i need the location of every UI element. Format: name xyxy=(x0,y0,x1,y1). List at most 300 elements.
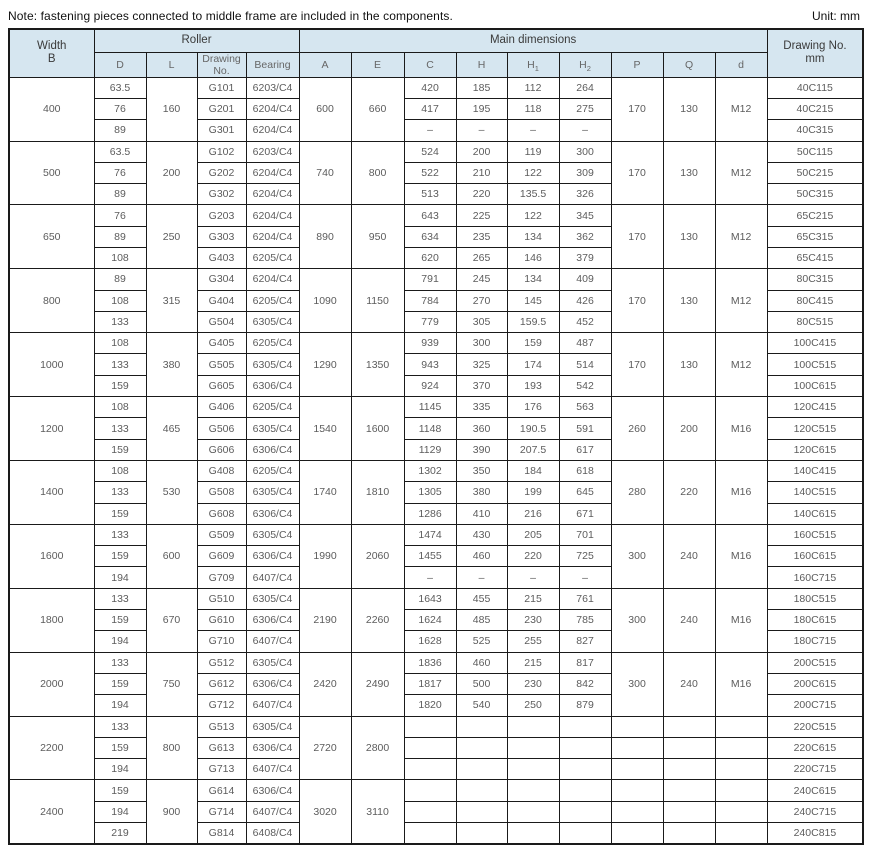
cell-roller-drawing-no: G508 xyxy=(197,482,246,503)
col-header-c: C xyxy=(404,52,456,77)
table-row xyxy=(9,801,863,822)
cell-h1: 112 xyxy=(507,77,559,98)
cell-h: 245 xyxy=(456,269,507,290)
cell-h: 220 xyxy=(456,184,507,205)
cell-h2 xyxy=(559,759,611,780)
top-bar xyxy=(0,0,870,28)
cell-roller-drawing-no: G301 xyxy=(197,120,246,141)
cell-bearing: 6204/C4 xyxy=(246,120,299,141)
cell-h: 360 xyxy=(456,418,507,439)
cell-h1: 122 xyxy=(507,162,559,183)
cell-e: 3110 xyxy=(351,780,404,844)
cell-drawing-no-mm: 220C515 xyxy=(767,716,863,737)
cell-h: 540 xyxy=(456,695,507,716)
cell-d-thread: M16 xyxy=(715,588,767,652)
cell-h: 185 xyxy=(456,77,507,98)
cell-h2: 817 xyxy=(559,652,611,673)
cell-bearing: 6205/C4 xyxy=(246,460,299,481)
cell-c: 1148 xyxy=(404,418,456,439)
cell-e: 800 xyxy=(351,141,404,205)
cell-roller-drawing-no: G613 xyxy=(197,737,246,758)
cell-h2 xyxy=(559,737,611,758)
cell-drawing-no-mm: 160C615 xyxy=(767,546,863,567)
cell-d-thread xyxy=(715,780,767,801)
cell-drawing-no-mm: 50C315 xyxy=(767,184,863,205)
cell-e: 660 xyxy=(351,77,404,141)
cell-d-thread: M12 xyxy=(715,205,767,269)
cell-roller-d: 194 xyxy=(94,567,146,588)
cell-c: 1302 xyxy=(404,460,456,481)
cell-a: 2420 xyxy=(299,652,351,716)
cell-d-thread xyxy=(715,716,767,737)
cell-h1: 146 xyxy=(507,248,559,269)
cell-width-b: 1800 xyxy=(9,588,94,652)
cell-d-thread xyxy=(715,737,767,758)
cell-drawing-no-mm: 200C715 xyxy=(767,695,863,716)
cell-roller-drawing-no: G510 xyxy=(197,588,246,609)
cell-drawing-no-mm: 160C715 xyxy=(767,567,863,588)
cell-h2: 879 xyxy=(559,695,611,716)
cell-c: 1286 xyxy=(404,503,456,524)
cell-drawing-no-mm: 200C515 xyxy=(767,652,863,673)
cell-p: 300 xyxy=(611,588,663,652)
cell-h2: 514 xyxy=(559,354,611,375)
cell-roller-drawing-no: G202 xyxy=(197,162,246,183)
cell-h1: 176 xyxy=(507,397,559,418)
spec-table-body xyxy=(9,77,863,844)
cell-h2: 452 xyxy=(559,311,611,332)
cell-h xyxy=(456,737,507,758)
cell-bearing: 6203/C4 xyxy=(246,141,299,162)
cell-c: 1474 xyxy=(404,524,456,545)
cell-bearing: 6205/C4 xyxy=(246,290,299,311)
cell-h xyxy=(456,759,507,780)
cell-h1: 134 xyxy=(507,226,559,247)
cell-h: 335 xyxy=(456,397,507,418)
cell-width-b: 1400 xyxy=(9,460,94,524)
cell-d-thread: M16 xyxy=(715,652,767,716)
cell-roller-d: 133 xyxy=(94,482,146,503)
cell-roller-d: 133 xyxy=(94,652,146,673)
cell-roller-drawing-no: G605 xyxy=(197,375,246,396)
cell-p: 260 xyxy=(611,397,663,461)
cell-bearing: 6408/C4 xyxy=(246,823,299,844)
cell-c: 417 xyxy=(404,98,456,119)
cell-h2: 264 xyxy=(559,77,611,98)
cell-p: 170 xyxy=(611,205,663,269)
cell-h2 xyxy=(559,823,611,844)
cell-h1: 134 xyxy=(507,269,559,290)
cell-roller-drawing-no: G610 xyxy=(197,610,246,631)
cell-d-thread: M16 xyxy=(715,460,767,524)
cell-drawing-no-mm: 50C115 xyxy=(767,141,863,162)
cell-h1: 207.5 xyxy=(507,439,559,460)
cell-roller-l: 750 xyxy=(146,652,197,716)
cell-c: 779 xyxy=(404,311,456,332)
cell-q xyxy=(663,823,715,844)
cell-drawing-no-mm: 140C515 xyxy=(767,482,863,503)
cell-roller-d: 89 xyxy=(94,120,146,141)
cell-e: 1810 xyxy=(351,460,404,524)
cell-roller-l: 315 xyxy=(146,269,197,333)
cell-c: 1624 xyxy=(404,610,456,631)
cell-drawing-no-mm: 220C715 xyxy=(767,759,863,780)
table-row xyxy=(9,652,863,673)
cell-e: 1150 xyxy=(351,269,404,333)
cell-h1: – xyxy=(507,567,559,588)
cell-p: 170 xyxy=(611,269,663,333)
cell-q xyxy=(663,716,715,737)
cell-h1: 215 xyxy=(507,652,559,673)
cell-roller-d: 76 xyxy=(94,162,146,183)
cell-h1: 230 xyxy=(507,610,559,631)
cell-h: 525 xyxy=(456,631,507,652)
cell-roller-d: 63.5 xyxy=(94,141,146,162)
cell-bearing: 6204/C4 xyxy=(246,226,299,247)
cell-d-thread: M12 xyxy=(715,269,767,333)
cell-roller-drawing-no: G512 xyxy=(197,652,246,673)
cell-width-b: 2000 xyxy=(9,652,94,716)
cell-drawing-no-mm: 140C615 xyxy=(767,503,863,524)
cell-c: 1817 xyxy=(404,673,456,694)
cell-roller-drawing-no: G504 xyxy=(197,311,246,332)
cell-h2: 618 xyxy=(559,460,611,481)
cell-h: 195 xyxy=(456,98,507,119)
cell-h2: – xyxy=(559,120,611,141)
cell-bearing: 6407/C4 xyxy=(246,631,299,652)
table-row xyxy=(9,780,863,801)
cell-h1: 250 xyxy=(507,695,559,716)
cell-drawing-no-mm: 240C615 xyxy=(767,780,863,801)
cell-roller-drawing-no: G101 xyxy=(197,77,246,98)
cell-c: 1628 xyxy=(404,631,456,652)
cell-h2: 827 xyxy=(559,631,611,652)
cell-bearing: 6306/C4 xyxy=(246,673,299,694)
cell-roller-drawing-no: G302 xyxy=(197,184,246,205)
cell-h: 390 xyxy=(456,439,507,460)
cell-drawing-no-mm: 160C515 xyxy=(767,524,863,545)
cell-drawing-no-mm: 80C415 xyxy=(767,290,863,311)
cell-c: – xyxy=(404,567,456,588)
cell-h2: 345 xyxy=(559,205,611,226)
cell-h: 460 xyxy=(456,546,507,567)
cell-drawing-no-mm: 100C415 xyxy=(767,333,863,354)
cell-drawing-no-mm: 65C415 xyxy=(767,248,863,269)
cell-roller-drawing-no: G102 xyxy=(197,141,246,162)
table-header xyxy=(9,29,863,77)
cell-roller-drawing-no: G608 xyxy=(197,503,246,524)
cell-roller-d: 159 xyxy=(94,375,146,396)
cell-roller-d: 159 xyxy=(94,610,146,631)
cell-roller-d: 159 xyxy=(94,546,146,567)
cell-p xyxy=(611,716,663,737)
cell-drawing-no-mm: 120C515 xyxy=(767,418,863,439)
cell-h: 235 xyxy=(456,226,507,247)
cell-h: 410 xyxy=(456,503,507,524)
cell-h2: 842 xyxy=(559,673,611,694)
cell-d-thread xyxy=(715,823,767,844)
cell-q: 130 xyxy=(663,77,715,141)
cell-h1: 118 xyxy=(507,98,559,119)
cell-width-b: 800 xyxy=(9,269,94,333)
cell-roller-l: 465 xyxy=(146,397,197,461)
cell-h1: 159.5 xyxy=(507,311,559,332)
cell-p xyxy=(611,737,663,758)
cell-c: 643 xyxy=(404,205,456,226)
cell-h1: 215 xyxy=(507,588,559,609)
col-header-drawing-no-mm: Drawing No. mm xyxy=(767,29,863,77)
cell-h: – xyxy=(456,120,507,141)
cell-drawing-no-mm: 50C215 xyxy=(767,162,863,183)
table-row xyxy=(9,759,863,780)
cell-h2: 725 xyxy=(559,546,611,567)
cell-roller-drawing-no: G713 xyxy=(197,759,246,780)
cell-a: 1990 xyxy=(299,524,351,588)
cell-roller-drawing-no: G509 xyxy=(197,524,246,545)
cell-roller-d: 159 xyxy=(94,780,146,801)
cell-h xyxy=(456,780,507,801)
cell-h2: 309 xyxy=(559,162,611,183)
cell-drawing-no-mm: 40C215 xyxy=(767,98,863,119)
cell-c: 1145 xyxy=(404,397,456,418)
cell-h2: 617 xyxy=(559,439,611,460)
cell-drawing-no-mm: 180C615 xyxy=(767,610,863,631)
cell-h xyxy=(456,801,507,822)
cell-roller-d: 133 xyxy=(94,524,146,545)
cell-bearing: 6407/C4 xyxy=(246,567,299,588)
cell-h1: 135.5 xyxy=(507,184,559,205)
cell-roller-d: 133 xyxy=(94,588,146,609)
cell-roller-d: 133 xyxy=(94,354,146,375)
table-row xyxy=(9,460,863,481)
cell-bearing: 6305/C4 xyxy=(246,524,299,545)
cell-roller-d: 63.5 xyxy=(94,77,146,98)
cell-roller-d: 159 xyxy=(94,503,146,524)
table-row xyxy=(9,524,863,545)
cell-roller-drawing-no: G513 xyxy=(197,716,246,737)
table-row xyxy=(9,737,863,758)
cell-e: 2060 xyxy=(351,524,404,588)
cell-bearing: 6306/C4 xyxy=(246,610,299,631)
cell-c: 1129 xyxy=(404,439,456,460)
cell-roller-d: 133 xyxy=(94,716,146,737)
cell-h2 xyxy=(559,780,611,801)
col-header-main-dimensions: Main dimensions xyxy=(299,29,767,52)
cell-drawing-no-mm: 100C515 xyxy=(767,354,863,375)
cell-drawing-no-mm: 120C415 xyxy=(767,397,863,418)
cell-h2: 326 xyxy=(559,184,611,205)
cell-drawing-no-mm: 40C315 xyxy=(767,120,863,141)
cell-h: 430 xyxy=(456,524,507,545)
cell-h1: 199 xyxy=(507,482,559,503)
cell-a: 1540 xyxy=(299,397,351,461)
cell-h: – xyxy=(456,567,507,588)
table-row xyxy=(9,269,863,290)
cell-roller-l: 380 xyxy=(146,333,197,397)
cell-c: 1305 xyxy=(404,482,456,503)
header-row-sub xyxy=(9,52,863,77)
cell-roller-drawing-no: G201 xyxy=(197,98,246,119)
cell-h1: 255 xyxy=(507,631,559,652)
cell-drawing-no-mm: 40C115 xyxy=(767,77,863,98)
cell-width-b: 1000 xyxy=(9,333,94,397)
header-row-top xyxy=(9,29,863,52)
cell-roller-d: 76 xyxy=(94,205,146,226)
cell-c: 634 xyxy=(404,226,456,247)
cell-p: 170 xyxy=(611,333,663,397)
cell-bearing: 6306/C4 xyxy=(246,546,299,567)
col-header-p: P xyxy=(611,52,663,77)
cell-c: 524 xyxy=(404,141,456,162)
cell-roller-l: 160 xyxy=(146,77,197,141)
cell-bearing: 6306/C4 xyxy=(246,780,299,801)
cell-h: 265 xyxy=(456,248,507,269)
cell-bearing: 6305/C4 xyxy=(246,354,299,375)
cell-bearing: 6204/C4 xyxy=(246,98,299,119)
cell-roller-drawing-no: G712 xyxy=(197,695,246,716)
cell-width-b: 2400 xyxy=(9,780,94,844)
cell-roller-drawing-no: G709 xyxy=(197,567,246,588)
cell-roller-drawing-no: G404 xyxy=(197,290,246,311)
cell-h1: 174 xyxy=(507,354,559,375)
cell-d-thread xyxy=(715,801,767,822)
table-row xyxy=(9,141,863,162)
col-header-q: Q xyxy=(663,52,715,77)
table-row xyxy=(9,588,863,609)
cell-h2: 645 xyxy=(559,482,611,503)
cell-p xyxy=(611,801,663,822)
col-header-d: D xyxy=(94,52,146,77)
cell-width-b: 1600 xyxy=(9,524,94,588)
cell-roller-d: 194 xyxy=(94,695,146,716)
cell-c: 924 xyxy=(404,375,456,396)
col-header-h1: $H_1$ xyxy=(507,52,559,77)
cell-q: 130 xyxy=(663,269,715,333)
cell-p xyxy=(611,780,663,801)
cell-h1 xyxy=(507,737,559,758)
cell-q xyxy=(663,759,715,780)
cell-bearing: 6306/C4 xyxy=(246,439,299,460)
cell-roller-drawing-no: G606 xyxy=(197,439,246,460)
cell-roller-d: 89 xyxy=(94,184,146,205)
cell-width-b: 400 xyxy=(9,77,94,141)
cell-h2: – xyxy=(559,567,611,588)
col-header-width-b: Width B xyxy=(9,29,94,77)
cell-e: 950 xyxy=(351,205,404,269)
cell-c: 1455 xyxy=(404,546,456,567)
cell-q: 200 xyxy=(663,397,715,461)
cell-bearing: 6305/C4 xyxy=(246,311,299,332)
cell-c: 513 xyxy=(404,184,456,205)
cell-drawing-no-mm: 240C815 xyxy=(767,823,863,844)
cell-bearing: 6407/C4 xyxy=(246,695,299,716)
cell-roller-drawing-no: G304 xyxy=(197,269,246,290)
cell-h2: 671 xyxy=(559,503,611,524)
cell-h2: 761 xyxy=(559,588,611,609)
cell-c xyxy=(404,737,456,758)
cell-c xyxy=(404,801,456,822)
cell-h: 380 xyxy=(456,482,507,503)
cell-width-b: 500 xyxy=(9,141,94,205)
cell-roller-l: 250 xyxy=(146,205,197,269)
cell-a: 890 xyxy=(299,205,351,269)
cell-q: 130 xyxy=(663,333,715,397)
cell-h2: 563 xyxy=(559,397,611,418)
cell-bearing: 6306/C4 xyxy=(246,503,299,524)
cell-h1 xyxy=(507,716,559,737)
cell-h xyxy=(456,823,507,844)
cell-d-thread: M12 xyxy=(715,141,767,205)
cell-bearing: 6205/C4 xyxy=(246,333,299,354)
cell-drawing-no-mm: 120C615 xyxy=(767,439,863,460)
table-row xyxy=(9,397,863,418)
cell-d-thread: M16 xyxy=(715,397,767,461)
cell-c xyxy=(404,759,456,780)
cell-h2: 785 xyxy=(559,610,611,631)
col-header-h: H xyxy=(456,52,507,77)
cell-roller-d: 194 xyxy=(94,801,146,822)
cell-width-b: 650 xyxy=(9,205,94,269)
cell-h: 210 xyxy=(456,162,507,183)
cell-roller-d: 89 xyxy=(94,269,146,290)
cell-a: 3020 xyxy=(299,780,351,844)
cell-h2: 275 xyxy=(559,98,611,119)
cell-c: 620 xyxy=(404,248,456,269)
cell-roller-d: 89 xyxy=(94,226,146,247)
cell-roller-drawing-no: G406 xyxy=(197,397,246,418)
cell-roller-d: 108 xyxy=(94,248,146,269)
cell-q xyxy=(663,780,715,801)
cell-a: 1740 xyxy=(299,460,351,524)
cell-drawing-no-mm: 200C615 xyxy=(767,673,863,694)
cell-c: 784 xyxy=(404,290,456,311)
cell-roller-drawing-no: G710 xyxy=(197,631,246,652)
cell-drawing-no-mm: 80C515 xyxy=(767,311,863,332)
cell-h1: 159 xyxy=(507,333,559,354)
cell-bearing: 6204/C4 xyxy=(246,184,299,205)
cell-e: 2260 xyxy=(351,588,404,652)
cell-roller-d: 133 xyxy=(94,311,146,332)
cell-q xyxy=(663,801,715,822)
cell-drawing-no-mm: 80C315 xyxy=(767,269,863,290)
cell-c: 420 xyxy=(404,77,456,98)
cell-h: 500 xyxy=(456,673,507,694)
cell-h2: 591 xyxy=(559,418,611,439)
cell-h1 xyxy=(507,801,559,822)
cell-d-thread: M16 xyxy=(715,524,767,588)
cell-roller-d: 159 xyxy=(94,439,146,460)
cell-q: 240 xyxy=(663,524,715,588)
col-header-h2: $H_2$ xyxy=(559,52,611,77)
cell-h xyxy=(456,716,507,737)
cell-bearing: 6205/C4 xyxy=(246,397,299,418)
cell-h1: 122 xyxy=(507,205,559,226)
cell-roller-d: 159 xyxy=(94,673,146,694)
cell-roller-drawing-no: G505 xyxy=(197,354,246,375)
cell-bearing: 6305/C4 xyxy=(246,716,299,737)
cell-e: 1600 xyxy=(351,397,404,461)
col-header-bearing: Bearing xyxy=(246,52,299,77)
cell-bearing: 6305/C4 xyxy=(246,418,299,439)
cell-p xyxy=(611,759,663,780)
cell-bearing: 6407/C4 xyxy=(246,759,299,780)
cell-drawing-no-mm: 220C615 xyxy=(767,737,863,758)
cell-q xyxy=(663,737,715,758)
cell-p xyxy=(611,823,663,844)
cell-h2 xyxy=(559,716,611,737)
cell-h1: 119 xyxy=(507,141,559,162)
cell-h1 xyxy=(507,759,559,780)
